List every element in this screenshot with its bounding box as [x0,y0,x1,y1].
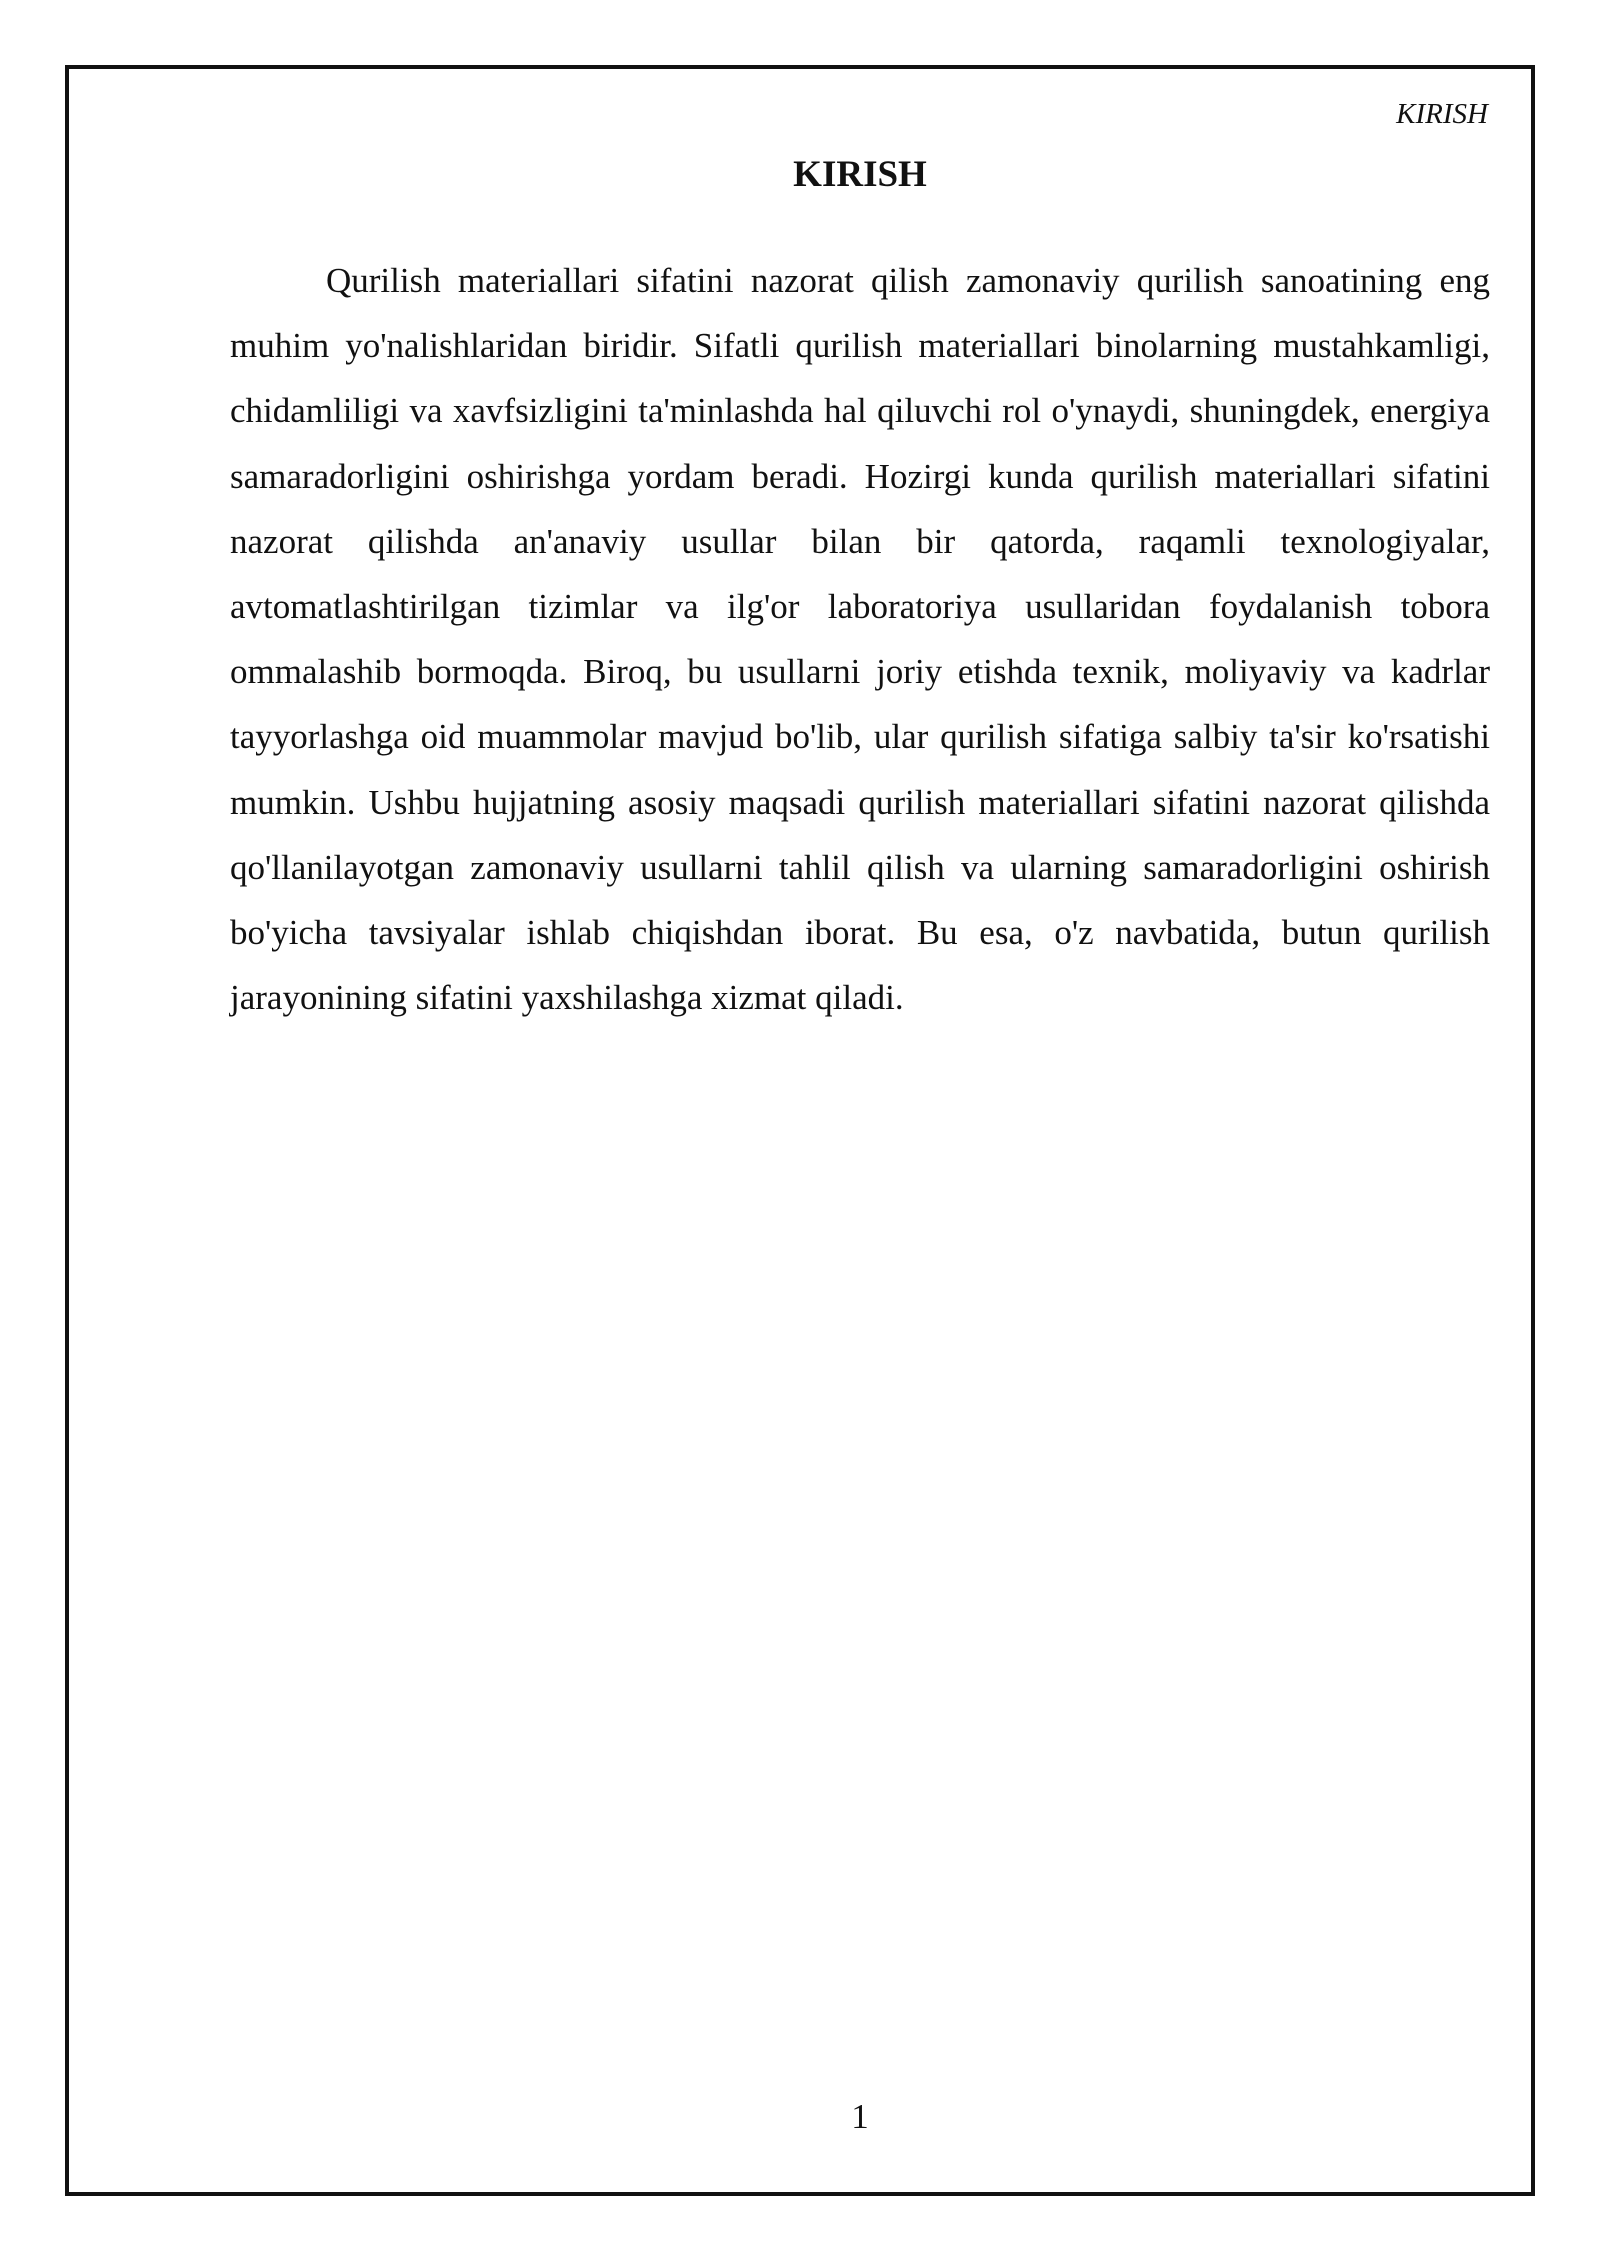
body-paragraph: Qurilish materiallari sifatini nazorat qilish zamonaviy qurilish sanoatining eng muhim yo'nalishlaridan biridir. Sifatli qurilish materiallari binolarning mustahkamligi, chidamliligi va xavfsizligini ta'minlashda hal qiluvchi rol o'ynaydi, shuningdek, energiya samaradorligini oshirishga yordam beradi. Hozirgi kunda qurilish materiallari sifatini nazorat qilishda an'anaviy usullar bilan bir qatorda, raqamli texnologiyalar, avtomatlashtirilgan tizimlar va ilg'or laboratoriya usullaridan foydalanish tobora ommalashib bormoqda. Biroq, bu usullarni joriy etishda texnik, moliyaviy va kadrlar tayyorlashga oid muammolar mavjud bo'lib, ular qurilish sifatiga salbiy ta'sir ko'rsatishi mumkin. Ushbu hujjatning asosiy maqsadi qurilish materiallari sifatini nazorat qilishda qo'llanilayotgan zamonaviy usullarni tahlil qilish va ularning samaradorligini oshirish bo'yicha tavsiyalar ishlab chiqishdan iborat. Bu esa, o'z navbatida, butun qurilish jarayonining sifatini yaxshilashga xizmat qiladi. [230,261,1490,1018]
page-title: KIRISH [793,154,927,195]
running-header: KIRISH [1396,98,1488,130]
page-number: 1 [851,2097,869,2136]
